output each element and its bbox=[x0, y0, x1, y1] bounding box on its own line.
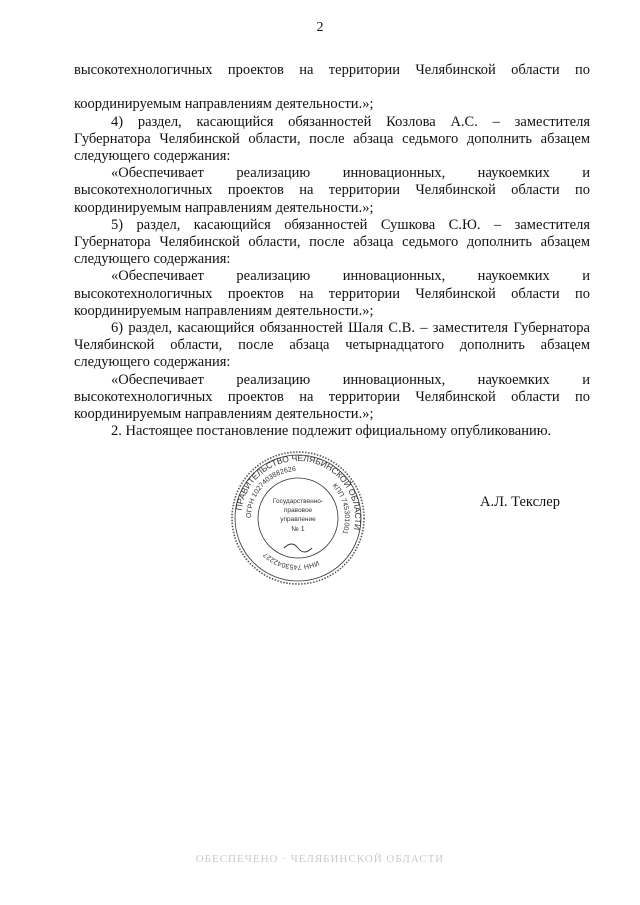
paragraph-quote-6: «Обеспечивает реализацию инновационных, наукоемких и высокотехнологичных проектов на территории Челябинской области по координируемым направлениям деятельности.»; bbox=[74, 371, 590, 423]
paragraph-continuation-1: высокотехнологичных проектов на территории Челябинской области по bbox=[74, 62, 590, 78]
signatory-name: А.Л. Текслер bbox=[480, 494, 560, 510]
seal-ogrn-text: ОГРН 1027403882626 bbox=[245, 466, 297, 519]
seal-outer-text: ПРАВИТЕЛЬСТВО ЧЕЛЯБИНСКОЙ ОБЛАСТИ bbox=[233, 452, 364, 531]
paragraph-publication: 2. Настоящее постановление подлежит официальному опубликованию. bbox=[111, 423, 552, 440]
seal-center-line-1: Государственно- bbox=[272, 498, 324, 505]
paragraph-quote-4: «Обеспечивает реализацию инновационных, наукоемких и высокотехнологичных проектов на территории Челябинской области по координируемым направлениям деятельности.»; bbox=[74, 165, 590, 216]
seal-center-line-4: № 1 bbox=[291, 526, 305, 533]
footer-stamp: ОБЕСПЕЧЕНО · ЧЕЛЯБИНСКОЙ ОБЛАСТИ bbox=[195, 853, 445, 865]
signature-scribble-icon bbox=[284, 544, 312, 552]
paragraph-quote-5: «Обеспечивает реализацию инновационных, наукоемких и высокотехнологичных проектов на территории Челябинской области по координируемым направлениям деятельности.»; bbox=[74, 268, 590, 319]
paragraph-item-4: 4) раздел, касающийся обязанностей Козлова А.С. – заместителя Губернатора Челябинской области, после абзаца седьмого дополнить абзацем следующего содержания: bbox=[74, 113, 590, 165]
paragraph-continuation-2: координируемым направлениям деятельности.»; bbox=[74, 96, 374, 113]
seal-center-line-2: правовое bbox=[283, 507, 313, 514]
page-number: 2 bbox=[316, 20, 324, 35]
seal-center-line-3: управление bbox=[280, 516, 316, 523]
paragraph-item-6: 6) раздел, касающийся обязанностей Шаля С.В. – заместителя Губернатора Челябинской области, после абзаца четырнадцатого дополнить абзацем следующего содержания: bbox=[74, 320, 590, 371]
seal-kpp-text: КПП 745301001 bbox=[330, 482, 351, 535]
document-body bbox=[74, 62, 590, 440]
paragraph-item-5: 5) раздел, касающийся обязанностей Сушкова С.Ю. – заместителя Губернатора Челябинской области, после абзаца седьмого дополнить абзацем следующего содержания: bbox=[74, 216, 590, 268]
seal-inn-text: ИНН 7453042227 bbox=[262, 550, 320, 571]
official-seal bbox=[228, 448, 368, 588]
